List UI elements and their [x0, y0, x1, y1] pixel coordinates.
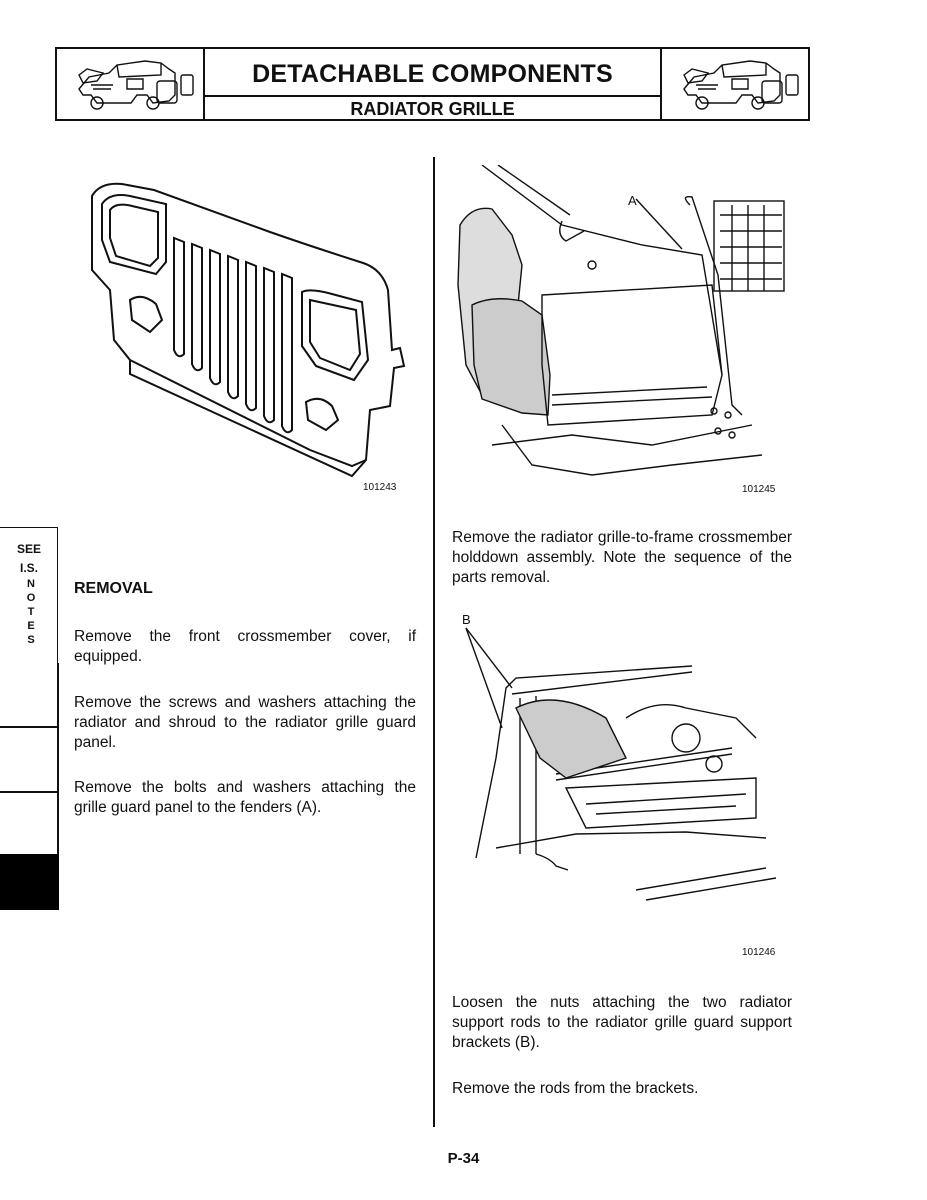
page-number: P-34 [447, 1150, 480, 1167]
notes-label [24, 577, 38, 647]
notes-letter: N [27, 578, 35, 590]
notes-letter: O [26, 592, 36, 604]
figure-number: 101243 [363, 482, 397, 493]
grille-panel-illustration [70, 170, 410, 480]
tab-divider [0, 726, 58, 728]
removal-step: Remove the bolts and washers attaching the grille guard panel to the fenders (A). [74, 779, 416, 816]
notes-letter: T [27, 606, 35, 618]
removal-step: Remove the radiator grille-to-frame crossmember holddown assembly. Note the sequence of the parts removal. [452, 529, 792, 586]
removal-step: Loosen the nuts attaching the two radiator support rods to the radiator grille guard support brackets (B). [452, 994, 792, 1051]
page-title: DETACHABLE COMPONENTS [252, 60, 613, 88]
page-subtitle: RADIATOR GRILLE [203, 95, 662, 121]
is-label: I.S. [19, 561, 38, 575]
header-titles [203, 49, 662, 119]
section-heading: REMOVAL [74, 580, 153, 597]
notes-letter: E [27, 620, 35, 632]
figure-callout-a: A [628, 193, 637, 208]
crossmember-holddown-illustration [452, 165, 790, 485]
figure-number: 101245 [742, 484, 776, 495]
removal-step: Remove the screws and washers attaching the radiator and shroud to the radiator grille guard panel. [74, 694, 416, 751]
removal-step: Remove the rods from the brackets. [452, 1080, 699, 1097]
see-label: SEE [16, 542, 41, 556]
page-header [55, 47, 810, 121]
black-index-tab [0, 854, 59, 910]
column-divider [433, 157, 435, 1127]
figure-number: 101246 [742, 947, 776, 958]
figure-callout-b: B [462, 612, 471, 627]
tab-divider [0, 791, 58, 793]
removal-step: Remove the front crossmember cover, if equipped. [74, 628, 416, 665]
jeep-exploded-view-icon [660, 49, 808, 119]
notes-letter: S [27, 634, 35, 646]
see-is-notes-tab [0, 527, 58, 663]
jeep-exploded-view-icon [57, 49, 205, 119]
radiator-support-rods-illustration [456, 608, 792, 908]
tab-edge [57, 663, 59, 854]
